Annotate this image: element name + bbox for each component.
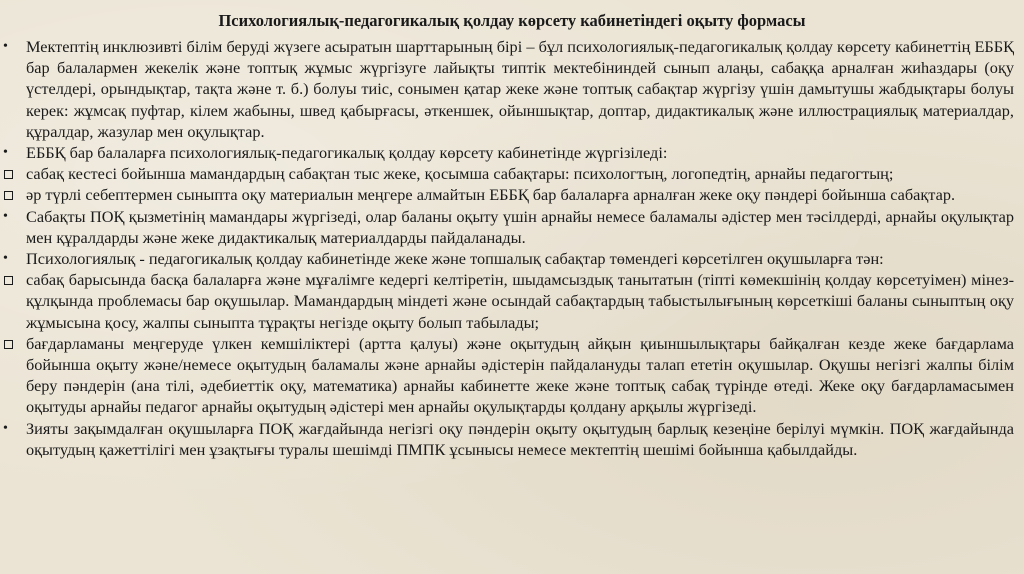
square-bullet-box <box>4 276 13 285</box>
bullet-item <box>0 418 1014 460</box>
bullet-dot: • <box>3 145 8 161</box>
square-bullet-box <box>4 340 13 349</box>
checkbox-bullet-item <box>0 184 1014 205</box>
square-bullet-icon <box>3 163 21 184</box>
checkbox-bullet-item <box>0 163 1014 184</box>
square-bullet-box <box>4 191 13 200</box>
checkbox-bullet-item <box>0 269 1014 333</box>
bullet-text: Сабақты ПОҚ қызметінің мамандары жүргізеді, олар баланы оқыту үшін арнайы немесе баламалы әдістер мен тәсілдерді, арнайы оқулықтар мен құралдарды және жеке дидактикалық материалдарды пайдаланады. <box>26 206 1014 247</box>
bullet-item <box>0 142 1014 163</box>
bullet-item <box>0 36 1014 142</box>
slide-title: Психологиялық-педагогикалық қолдау көрсету кабинетіндегі оқыту формасы <box>218 11 806 30</box>
square-bullet-box <box>4 170 13 179</box>
bullet-item <box>0 206 1014 248</box>
bullet-list <box>0 36 1014 460</box>
bullet-text: Зияты зақымдалған оқушыларға ПОҚ жағдайында негізгі оқу пәндерін оқыту оқытудың барлық кезеңіне берілуі мүмкін. ПОҚ жағдайында оқытудың қажеттілігі мен ұзақтығы туралы шешімді ПМПК ұсынысы немесе мектептің шешімі бойынша қабылдайды. <box>26 418 1014 459</box>
bullet-dot: • <box>3 251 8 267</box>
bullet-text: Мектептің инклюзивті білім беруді жүзеге асыратын шарттарының бірі – бұл психологиялық-педагогикалық қолдау көрсету кабинеттің ЕББҚ бар балалармен жекелік және топтық жұмыс жүргізуге лайықты типтік мектебіниндей сынып алаңы, сабаққа арналған жиһаздары (оқу үстелдері, орындықтар, тақта және т. б.) болуы тиіс, сонымен қатар жеке және топтық сабақтар жүргізу үшін дамытушы жабдықтары болуы керек: жұмсақ пуфтар, кілем жабыны, швед қабырғасы, әткеншек, ойыншықтар, доптар, дидактикалық және иллюстрациялық материалдар, құралдар, жазулар мен оқулықтар. <box>26 37 1014 141</box>
square-bullet-icon <box>3 269 21 290</box>
bullet-dot: • <box>3 39 8 54</box>
bullet-text: әр түрлі себептермен сыныпта оқу материалын меңгере алмайтын ЕББҚ бар балаларға арналған жеке оқу пәндері бойынша сабақтар. <box>26 185 956 205</box>
square-bullet-icon <box>3 333 21 354</box>
bullet-text: бағдарламаны меңгеруде үлкен кемшіліктері (артта қалуы) және оқытудың айқын қиыншылықтары байқалған кезде жеке бағдарлама бойынша оқыту және/немесе оқытудың баламалы және арнайы әдістерін пайдалануды талап ететін оқушылар. Оқушы негізгі жалпы білім беру пәндерін (ана тілі, әдебиеттік оқу, математика) арнайы кабинетте жеке және топтық сабақ түрінде өтеді. Жеке оқу бағдарламасымен оқытуды арнайы педагог арнайы оқытудың әдістері мен арнайы оқулықтарды қолдану арқылы жүргізеді. <box>26 333 1014 417</box>
bullet-dot: • <box>3 420 8 436</box>
bullet-item <box>0 248 1014 269</box>
bullet-text: сабақ кестесі бойынша мамандардың сабақтан тыс жеке, қосымша сабақтары: психологтың, логопедтің, арнайы педагогтың; <box>26 164 894 184</box>
bullet-text: Психологиялық - педагогикалық қолдау кабинетінде жеке және топшалық сабақтар төмендегі көрсетілген оқушыларға тән: <box>26 249 884 269</box>
checkbox-bullet-item <box>0 333 1014 418</box>
bullet-text: ЕББҚ бар балаларға психологиялық-педагогикалық қолдау көрсету кабинетінде жүргізіледі: <box>26 143 668 163</box>
bullet-text: сабақ барысында басқа балаларға және мұғалімге кедергі келтіретін, шыдамсыздық танытатын (тіпті көмекшінің қолдау көрсетуімен) мінез-құлқында проблемасы бар оқушылар. Мамандардың міндеті және осындай сабақтардың табыстылығының көрсеткіші баланы сыныптың оқу жұмысына қосу, жалпы сыныпта тұрақты негізде оқыту болып табылады; <box>26 270 1014 332</box>
square-bullet-icon <box>3 184 21 205</box>
bullet-dot: • <box>3 208 8 224</box>
